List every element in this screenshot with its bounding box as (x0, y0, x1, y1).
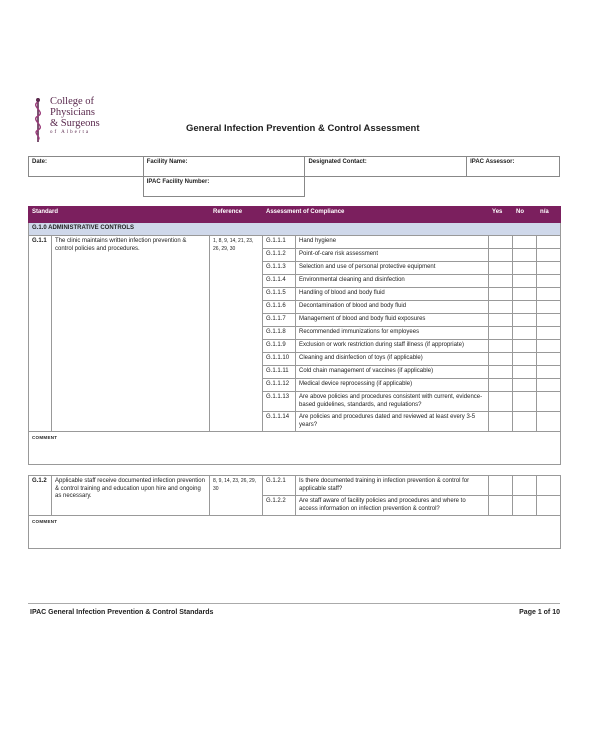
table-header (29, 207, 561, 223)
no-checkbox[interactable] (513, 340, 537, 353)
item-code: G.1.1.12 (263, 379, 296, 392)
yes-checkbox[interactable] (489, 392, 513, 412)
item-text: Cold chain management of vaccines (if applicable) (296, 366, 489, 379)
yes-checkbox[interactable] (489, 379, 513, 392)
item-text: Cleaning and disinfection of toys (if applicable) (296, 353, 489, 366)
assessment-table (28, 206, 561, 549)
na-checkbox[interactable] (537, 340, 561, 353)
logo-text (50, 96, 100, 136)
item-text: Is there documented training in infection prevention & control for applicable staff? (296, 476, 489, 496)
na-checkbox[interactable] (537, 476, 561, 496)
no-checkbox[interactable] (513, 476, 537, 496)
no-checkbox[interactable] (513, 412, 537, 432)
standard-text: The clinic maintains written infection prevention & control policies and procedures. (52, 236, 210, 432)
item-text: Are staff aware of facility policies and procedures and where to access information on infection prevention & control? (296, 496, 489, 516)
comment-row (29, 432, 561, 465)
yes-checkbox[interactable] (489, 496, 513, 516)
section-title: G.1.0 ADMINISTRATIVE CONTROLS (29, 223, 561, 236)
item-code: G.1.1.7 (263, 314, 296, 327)
comment-row (29, 516, 561, 549)
ipac-assessor-field[interactable]: IPAC Assessor: (467, 157, 560, 177)
yes-checkbox[interactable] (489, 366, 513, 379)
header-yes: Yes (489, 207, 513, 223)
item-code: G.1.1.11 (263, 366, 296, 379)
item-text: Medical device reprocessing (if applicable) (296, 379, 489, 392)
no-checkbox[interactable] (513, 496, 537, 516)
item-code: G.1.1.8 (263, 327, 296, 340)
item-text: Handling of blood and body fluid (296, 288, 489, 301)
na-checkbox[interactable] (537, 392, 561, 412)
item-code: G.1.1.10 (263, 353, 296, 366)
item-code: G.1.1.6 (263, 301, 296, 314)
header-standard: Standard (29, 207, 210, 223)
yes-checkbox[interactable] (489, 327, 513, 340)
logo-line: & Surgeons (50, 118, 100, 129)
na-checkbox[interactable] (537, 366, 561, 379)
item-text: Recommended immunizations for employees (296, 327, 489, 340)
college-logo (28, 96, 138, 144)
no-checkbox[interactable] (513, 327, 537, 340)
comment-field[interactable]: COMMENT (29, 432, 561, 465)
item-text: Exclusion or work restriction during staff illness (if appropriate) (296, 340, 489, 353)
yes-checkbox[interactable] (489, 314, 513, 327)
header-no: No (513, 207, 537, 223)
item-text: Hand hygiene (296, 236, 489, 249)
blank-cell (467, 177, 560, 197)
yes-checkbox[interactable] (489, 288, 513, 301)
no-checkbox[interactable] (513, 249, 537, 262)
standard-text: Applicable staff receive documented infection prevention & control training and education upon hire and ongoing as necessary. (52, 476, 210, 516)
footer-title: IPAC General Infection Prevention & Control Standards (30, 609, 214, 616)
footer-divider (28, 603, 560, 604)
no-checkbox[interactable] (513, 236, 537, 249)
no-checkbox[interactable] (513, 392, 537, 412)
document-title: General Infection Prevention & Control Assessment (186, 123, 420, 134)
yes-checkbox[interactable] (489, 340, 513, 353)
item-code: G.1.2.2 (263, 496, 296, 516)
na-checkbox[interactable] (537, 379, 561, 392)
no-checkbox[interactable] (513, 353, 537, 366)
yes-checkbox[interactable] (489, 353, 513, 366)
facility-name-field[interactable]: Facility Name: (143, 157, 305, 177)
standard-code: G.1.1 (29, 236, 52, 432)
no-checkbox[interactable] (513, 262, 537, 275)
na-checkbox[interactable] (537, 496, 561, 516)
standard-code: G.1.2 (29, 476, 52, 516)
standard-reference: 1, 8, 9, 14, 21, 23, 26, 29, 30 (210, 236, 263, 432)
table-row (29, 236, 561, 249)
no-checkbox[interactable] (513, 301, 537, 314)
na-checkbox[interactable] (537, 275, 561, 288)
blank-cell (305, 177, 467, 197)
logo-line: Physicians (50, 107, 95, 118)
standard-reference: 8, 9, 14, 23, 26, 29, 30 (210, 476, 263, 516)
blank-cell (29, 177, 144, 197)
no-checkbox[interactable] (513, 314, 537, 327)
yes-checkbox[interactable] (489, 412, 513, 432)
no-checkbox[interactable] (513, 275, 537, 288)
item-text: Point-of-care risk assessment (296, 249, 489, 262)
no-checkbox[interactable] (513, 288, 537, 301)
item-text: Decontamination of blood and body fluid (296, 301, 489, 314)
item-code: G.1.1.1 (263, 236, 296, 249)
table-row (29, 476, 561, 496)
na-checkbox[interactable] (537, 353, 561, 366)
ipac-facility-number-field[interactable]: IPAC Facility Number: (143, 177, 305, 197)
yes-checkbox[interactable] (489, 301, 513, 314)
logo-subtitle: of Alberta (50, 130, 91, 135)
item-code: G.1.1.9 (263, 340, 296, 353)
item-code: G.1.1.4 (263, 275, 296, 288)
item-code: G.1.1.13 (263, 392, 296, 412)
yes-checkbox[interactable] (489, 275, 513, 288)
logo-line: College of (50, 96, 95, 107)
section-row (29, 223, 561, 236)
comment-field[interactable]: COMMENT (29, 516, 561, 549)
na-checkbox[interactable] (537, 314, 561, 327)
item-code: G.1.2.1 (263, 476, 296, 496)
item-code: G.1.1.5 (263, 288, 296, 301)
item-code: G.1.1.3 (263, 262, 296, 275)
na-checkbox[interactable] (537, 301, 561, 314)
header-assessment: Assessment of Compliance (263, 207, 489, 223)
item-text: Are policies and procedures dated and reviewed at least every 3-5 years? (296, 412, 489, 432)
item-code: G.1.1.14 (263, 412, 296, 432)
na-checkbox[interactable] (537, 412, 561, 432)
designated-contact-field[interactable]: Designated Contact: (305, 157, 467, 177)
info-table (28, 156, 560, 197)
item-text: Are above policies and procedures consistent with current, evidence-based guidelines, standards, and regulations? (296, 392, 489, 412)
yes-checkbox[interactable] (489, 236, 513, 249)
page-number: Page 1 of 10 (519, 609, 560, 616)
no-checkbox[interactable] (513, 379, 537, 392)
yes-checkbox[interactable] (489, 249, 513, 262)
header-reference: Reference (210, 207, 263, 223)
item-code: G.1.1.2 (263, 249, 296, 262)
no-checkbox[interactable] (513, 366, 537, 379)
item-text: Management of blood and body fluid exposures (296, 314, 489, 327)
date-field[interactable]: Date: (29, 157, 144, 177)
item-text: Selection and use of personal protective equipment (296, 262, 489, 275)
na-checkbox[interactable] (537, 262, 561, 275)
na-checkbox[interactable] (537, 236, 561, 249)
yes-checkbox[interactable] (489, 476, 513, 496)
yes-checkbox[interactable] (489, 262, 513, 275)
na-checkbox[interactable] (537, 327, 561, 340)
na-checkbox[interactable] (537, 288, 561, 301)
item-text: Environmental cleaning and disinfection (296, 275, 489, 288)
spacer-row (29, 465, 561, 476)
header-na: n/a (537, 207, 561, 223)
na-checkbox[interactable] (537, 249, 561, 262)
caduceus-icon (28, 96, 48, 144)
